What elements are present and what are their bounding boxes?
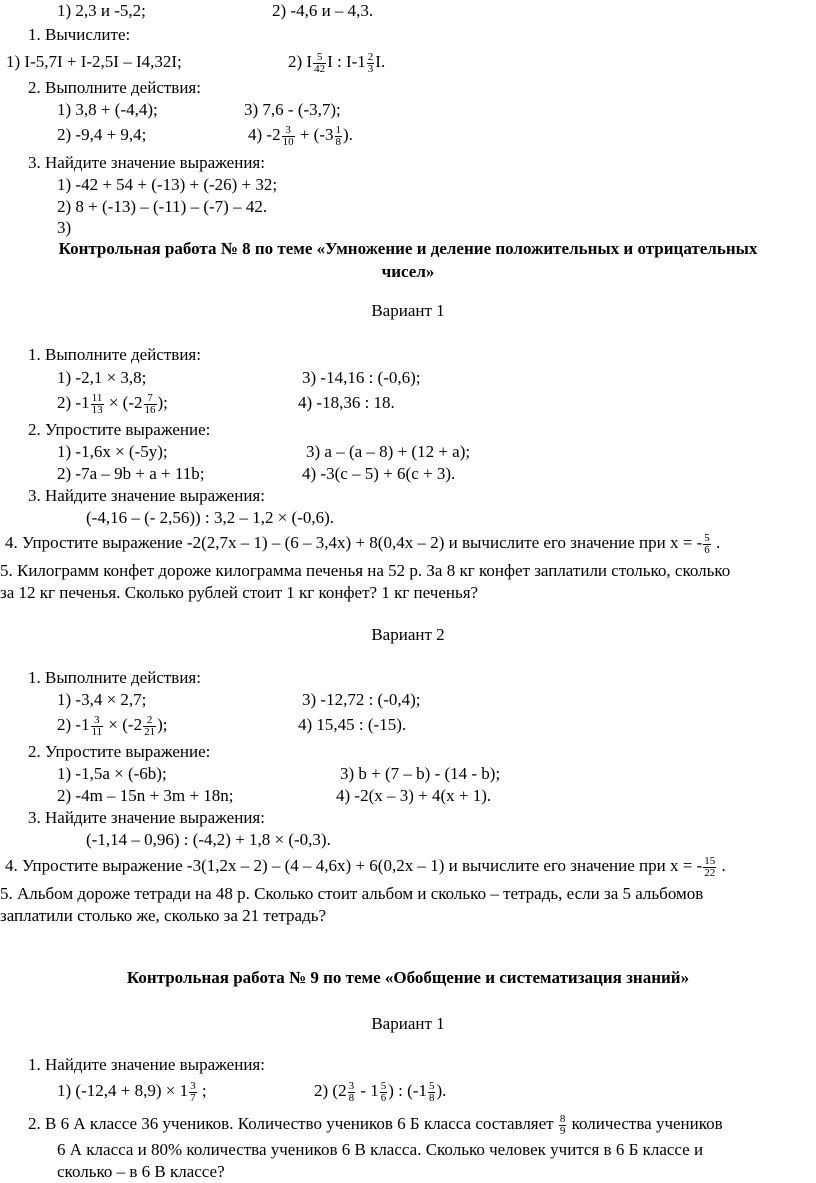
fraction: $\frac{3}{7}$ — [190, 1079, 196, 1104]
kr8-v1-q1-item-2: 2) -1 $\frac{11}{13}$ × (-2 $\frac{7}{16}$ ); — [57, 391, 168, 416]
kr8-v2-q1-item-4: 4) 15,45 : (-15). — [298, 715, 407, 734]
kr8-v1-q3-expression: (-4,16 – (- 2,56)) : 3,2 – 1,2 × (-0,6). — [86, 508, 335, 527]
kr8-v1-q2-item-4: 4) -3(c – 5) + 6(c + 3). — [302, 464, 456, 483]
kr8-v1-q2-item-3: 3) a – (a – 8) + (12 + a); — [306, 442, 471, 461]
task1-heading: 1. Вычислите: — [28, 25, 131, 44]
kr8-v1-q2-heading: 2. Упростите выражение: — [28, 420, 211, 439]
task2-item-3: 3) 7,6 - (-3,7); — [244, 100, 341, 119]
fraction: $\frac{5}{8}$ — [428, 1079, 435, 1104]
task3-item-2: 2) 8 + (-13) – (-11) – (-7) – 42. — [57, 197, 268, 216]
kr8-v2-q2-item-2: 2) -4m – 15n + 3m + 18n; — [57, 786, 234, 805]
kr8-v1-q1-item-4: 4) -18,36 : 18. — [298, 393, 395, 412]
kr8-v2-q1-item-2: 2) -1 $\frac{3}{11}$ × (-2 $\frac{2}{21}$ ); — [57, 713, 168, 738]
fraction: $\frac{15}{22}$ — [704, 854, 716, 879]
fraction: $\frac{1}{8}$ — [335, 123, 341, 148]
kr8-v2-q1-item-1: 1) -3,4 × 2,7; — [57, 690, 147, 709]
kr9-v1-q1-item-2: 2) (2 $\frac{3}{8}$ - 1 $\frac{5}{6}$ ) : (-1 $\frac{5}{8}$ ). — [314, 1079, 447, 1104]
fraction: $\frac{8}{9}$ — [559, 1112, 566, 1137]
kr8-v1-q1-item-3: 3) -14,16 : (-0,6); — [302, 368, 421, 387]
fraction: $\frac{7}{16}$ — [144, 391, 156, 416]
kr8-v2-q5-line2: заплатили столько же, сколько за 21 тетрадь? — [0, 906, 327, 925]
kr9-v1-q2-line1: 2. В 6 А классе 36 учеников. Количество учеников 6 Б класса составляет $\frac{8}{9}$ количества учеников — [28, 1112, 723, 1137]
kr8-v1-q4: 4. Упростите выражение -2(2,7x – 1) – (6 – 3,4x) + 8(0,4x – 2) и вычислите его значение при x = - $\frac{5}{6}$ . — [5, 531, 721, 556]
task2-item-2: 2) -9,4 + 9,4; — [57, 125, 147, 144]
fraction: $\frac{5}{6}$ — [380, 1079, 387, 1104]
fraction: $\frac{3}{8}$ — [348, 1079, 355, 1104]
kr8-v1-q5-line1: 5. Килограмм конфет дороже килограмма печенья на 52 р. За 8 кг конфет заплатили столько, сколько — [0, 561, 731, 580]
fraction: $\frac{2}{21}$ — [144, 713, 156, 738]
kr8-title-line1: Контрольная работа № 8 по теме «Умножение и деление положительных и отрицательных — [58, 239, 758, 258]
task1-item-1: 1) I-5,7I + I-2,5I – I4,32I; — [6, 52, 182, 71]
fraction: $\frac{5}{42}$ — [314, 50, 326, 75]
kr8-v2-q2-heading: 2. Упростите выражение: — [28, 742, 211, 761]
kr8-v2-q2-item-3: 3) b + (7 – b) - (14 - b); — [340, 764, 501, 783]
task3-heading: 3. Найдите значение выражения: — [28, 153, 265, 172]
kr9-variant1-heading: Вариант 1 — [371, 1014, 445, 1033]
task2-heading: 2. Выполните действия: — [28, 78, 201, 97]
kr8-variant2-heading: Вариант 2 — [371, 625, 445, 644]
kr8-v2-q2-item-1: 1) -1,5a × (-6b); — [57, 764, 167, 783]
kr8-title-line2: чисел» — [381, 262, 435, 281]
kr8-v1-q3-heading: 3. Найдите значение выражения: — [28, 486, 265, 505]
kr9-v1-q1-heading: 1. Найдите значение выражения: — [28, 1055, 265, 1074]
kr9-v1-q2-line2: 6 А класса и 80% количества учеников 6 В класса. Сколько человек учится в 6 Б классе и — [57, 1140, 704, 1159]
fraction: $\frac{3}{11}$ — [91, 713, 103, 738]
task2-item-4: 4) -2 $\frac{3}{10}$ + (-3 $\frac{1}{8}$ ). — [248, 123, 353, 148]
kr8-v1-q5-line2: за 12 кг печенья. Сколько рублей стоит 1 кг конфет? 1 кг печенья? — [0, 583, 479, 602]
kr8-v1-q2-item-2: 2) -7a – 9b + a + 11b; — [57, 464, 205, 483]
kr8-v1-q1-item-1: 1) -2,1 × 3,8; — [57, 368, 147, 387]
task3-item-3: 3) — [57, 218, 72, 237]
task3-item-1: 1) -42 + 54 + (-13) + (-26) + 32; — [57, 175, 278, 194]
kr9-title: Контрольная работа № 9 по теме «Обобщение и систематизация знаний» — [126, 968, 690, 987]
fraction: $\frac{11}{13}$ — [91, 391, 103, 416]
kr8-variant1-heading: Вариант 1 — [371, 301, 445, 320]
kr8-v2-q4: 4. Упростите выражение -3(1,2x – 2) – (4 – 4,6x) + 6(0,2x – 1) и вычислите его значение при x = - $\frac{15}{22}$ . — [5, 854, 726, 879]
kr8-v2-q5-line1: 5. Альбом дороже тетради на 48 р. Сколько стоит альбом и сколько – тетрадь, если за 5 альбомов — [0, 884, 704, 903]
task2-item-1: 1) 3,8 + (-4,4); — [57, 100, 158, 119]
fraction: $\frac{5}{6}$ — [704, 531, 710, 556]
kr8-v2-q3-expression: (-1,14 – 0,96) : (-4,2) + 1,8 × (-0,3). — [86, 830, 331, 849]
fraction: $\frac{3}{10}$ — [282, 123, 294, 148]
task1-item-2: 2) I $\frac{5}{42}$ I : I-1 $\frac{2}{3}$ I. — [288, 50, 386, 75]
kr8-v1-q2-item-1: 1) -1,6x × (-5y); — [57, 442, 168, 461]
kr8-v2-q3-heading: 3. Найдите значение выражения: — [28, 808, 265, 827]
fraction: $\frac{2}{3}$ — [367, 50, 374, 75]
prev-item-1: 1) 2,3 и -5,2; — [57, 1, 146, 20]
kr8-v2-q1-heading: 1. Выполните действия: — [28, 668, 201, 687]
kr9-v1-q2-line3: сколько – в 6 В классе? — [57, 1162, 225, 1181]
kr8-v2-q1-item-3: 3) -12,72 : (-0,4); — [302, 690, 421, 709]
prev-item-2: 2) -4,6 и – 4,3. — [272, 1, 374, 20]
kr8-v2-q2-item-4: 4) -2(x – 3) + 4(x + 1). — [336, 786, 492, 805]
kr8-v1-q1-heading: 1. Выполните действия: — [28, 345, 201, 364]
kr9-v1-q1-item-1: 1) (-12,4 + 8,9) × 1 $\frac{3}{7}$ ; — [57, 1079, 207, 1104]
